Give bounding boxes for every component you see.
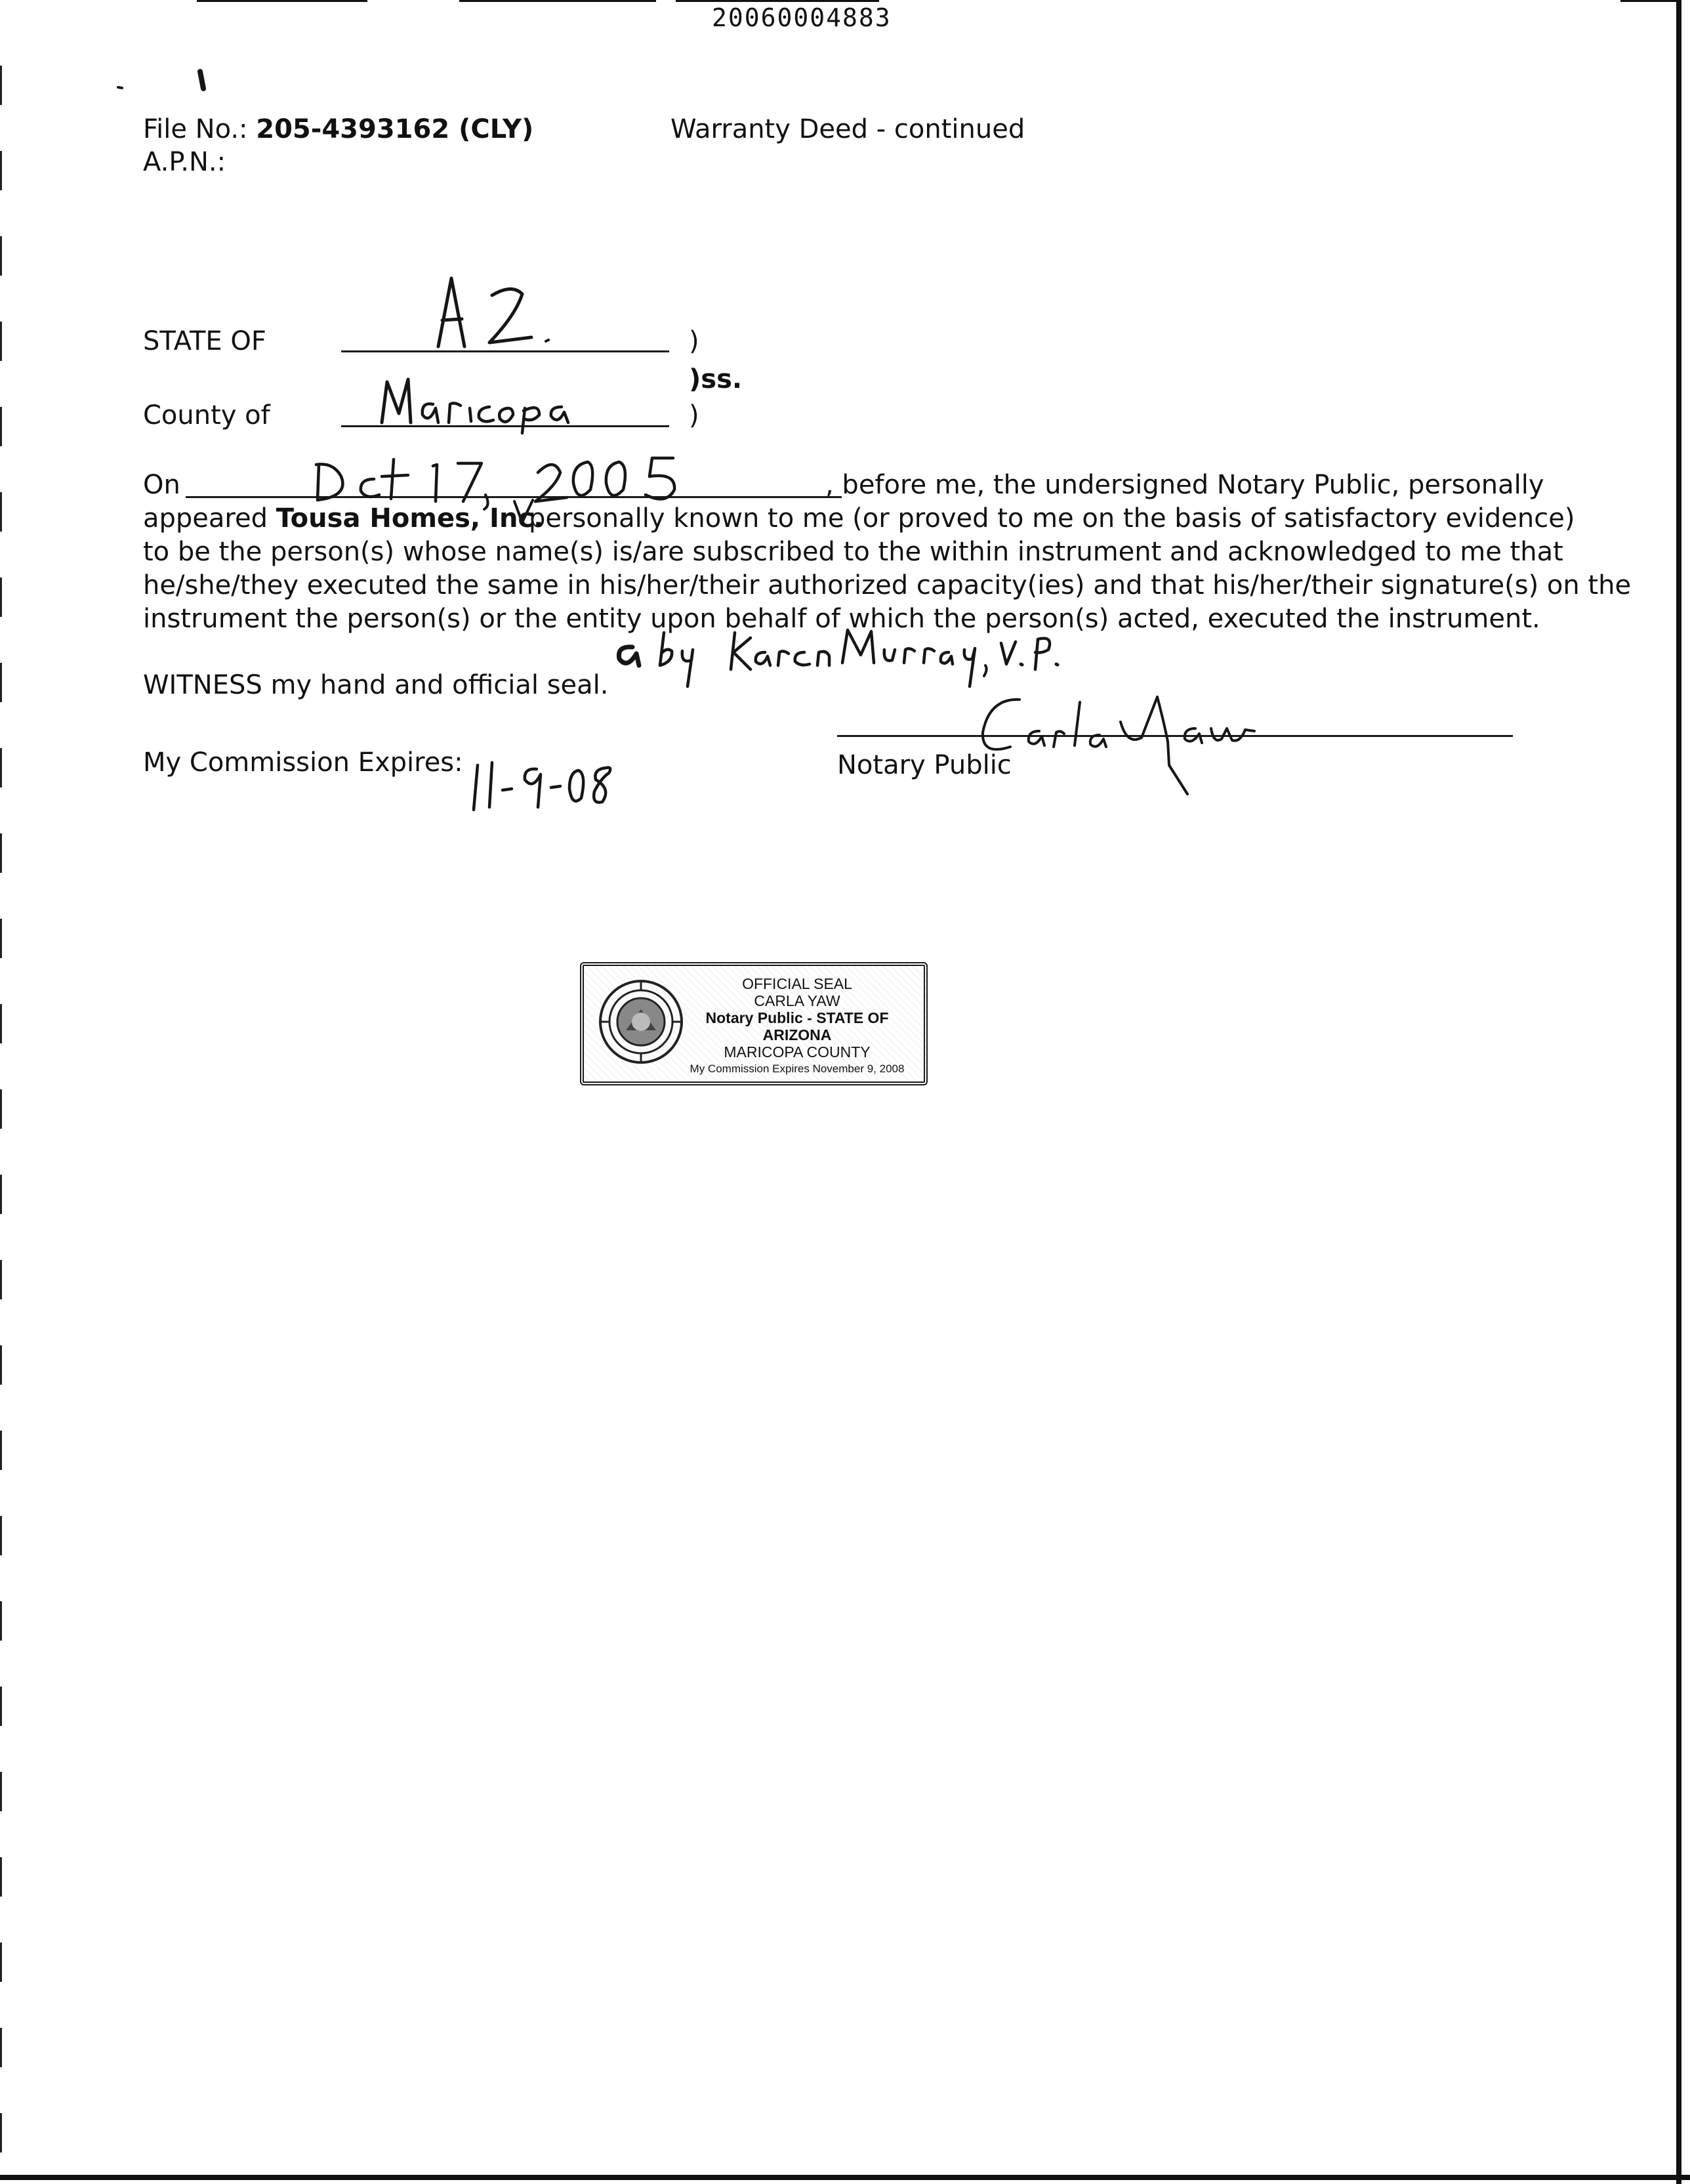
scan-border-bottom: [0, 2175, 1690, 2180]
scan-border-right: [1676, 0, 1681, 2184]
commission-value: [466, 755, 636, 814]
commission-label: My Commission Expires:: [143, 747, 463, 778]
official-seal-stamp: [580, 962, 928, 1085]
scan-border-top-mid: [459, 0, 656, 2]
seal-line-1: OFFICIAL SEAL: [742, 975, 852, 992]
county-paren: ): [689, 400, 699, 430]
on-label: On: [143, 470, 180, 500]
appeared-label: appeared: [143, 503, 268, 534]
witness-text: WITNESS my hand and official seal.: [143, 670, 609, 700]
scan-border-left: [0, 66, 2, 2152]
seal-line-4: MARICOPA COUNTY: [724, 1043, 871, 1060]
county-value: [367, 368, 604, 433]
seal-text-block: [676, 975, 918, 1078]
state-value: [394, 269, 564, 361]
scan-mark: [112, 69, 216, 95]
scan-border-top-left: [197, 0, 367, 2]
ack-line-1: [143, 468, 180, 502]
county-label: County of: [143, 400, 270, 430]
seal-line-3: Notary Public - STATE OF ARIZONA: [705, 1009, 889, 1043]
ack-line-5: instrument the person(s) or the entity upon behalf of which the person(s) acted, executed the instrument.: [143, 604, 1540, 634]
scan-border-top-right: [1620, 0, 1680, 2]
ack-line-2: [143, 501, 543, 536]
ss-label: )ss.: [689, 364, 743, 394]
ack-line-2-tail: personally known to me (or proved to me on the basis of satisfactory evidence): [529, 503, 1575, 534]
notary-label: Notary Public: [837, 750, 1012, 780]
notary-signature: [964, 682, 1319, 807]
apn-label: A.P.N.:: [143, 147, 226, 177]
state-seal-icon: [597, 978, 685, 1066]
ack-line-4: he/she/they executed the same in his/her/their authorized capacity(ies) and that his/her/their signature(s) on the: [143, 570, 1632, 600]
state-paren: ): [689, 326, 699, 356]
file-number-line: [143, 112, 533, 146]
ack-line-3: to be the person(s) whose name(s) is/are subscribed to the within instrument and acknowledged to me that: [143, 537, 1563, 567]
insertion-caret: [510, 494, 537, 533]
ack-line-1-tail: , before me, the undersigned Notary Public, personally: [825, 470, 1544, 500]
file-number-label: File No.:: [143, 114, 248, 144]
state-label: STATE OF: [143, 326, 266, 356]
document-title: Warranty Deed - continued: [670, 114, 1025, 144]
grantor-name: Tousa Homes, Inc.: [276, 503, 544, 534]
file-number: 205-4393162 (CLY): [256, 114, 534, 144]
seal-line-2: CARLA YAW: [754, 992, 840, 1009]
seal-line-5: My Commission Expires November 9, 2008: [690, 1062, 905, 1075]
record-number: 20060004883: [712, 3, 892, 32]
